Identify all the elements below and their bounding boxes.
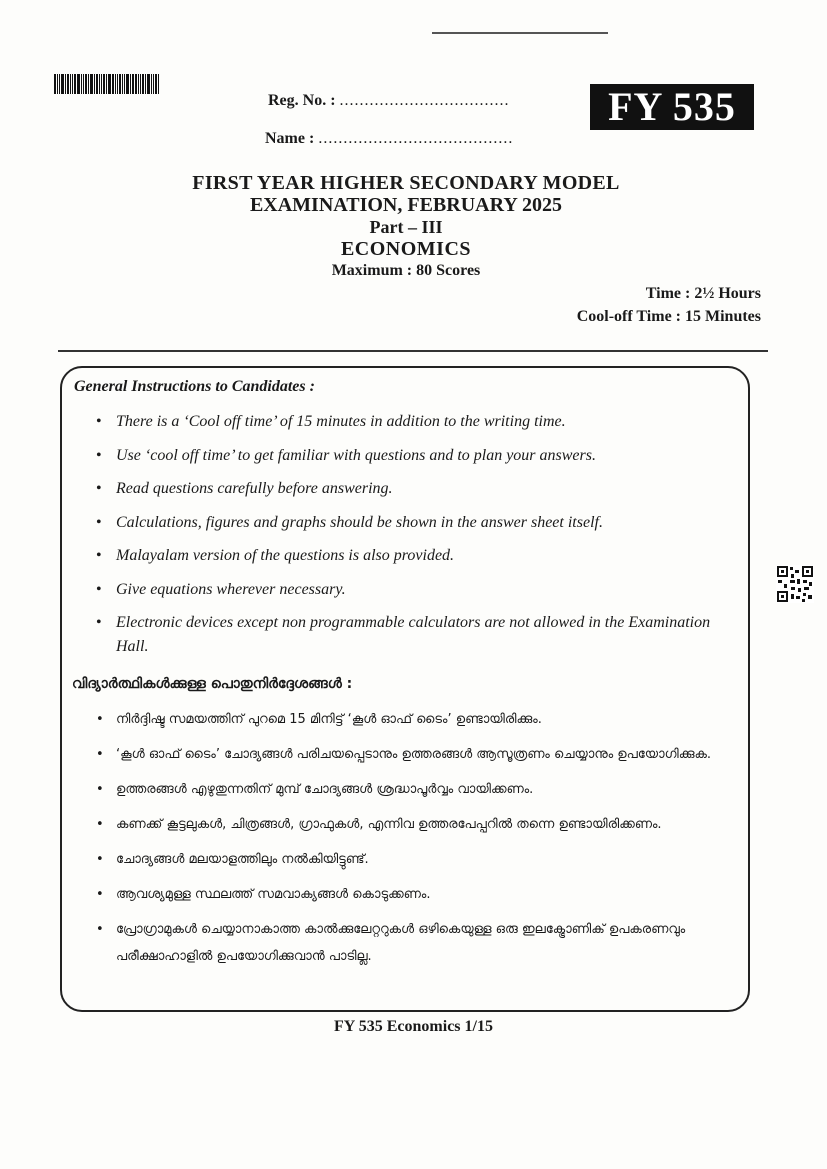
instruction-ml-item: • കണക്ക് കൂട്ടലുകൾ, ചിത്രങ്ങൾ, ഗ്രാഫുകൾ, എന്നിവ ഉത്തരപേപ്പറിൽ തന്നെ ഉണ്ടായിരിക്കണം. — [96, 811, 746, 838]
cool-off-label: Cool-off Time : 15 Minutes — [576, 308, 761, 325]
instruction-ml-item: • ഉത്തരങ്ങൾ എഴുതുന്നതിന് മുമ്പ് ചോദ്യങ്ങൾ ശ്രദ്ധാപൂർവ്വം വായിക്കണം. — [96, 776, 746, 803]
time-label: Time : 2½ Hours — [645, 285, 761, 302]
title-block — [100, 172, 712, 282]
instruction-en-item: • Read questions carefully before answering. — [96, 477, 736, 501]
qr-code-icon — [776, 565, 814, 603]
title-line2: EXAMINATION, FEBRUARY 2025 — [249, 194, 563, 216]
name-label: Name : — [265, 130, 315, 147]
subject-label: ECONOMICS — [340, 238, 472, 260]
paper-code-badge: FY 535 — [590, 84, 754, 130]
instruction-en-item: • Give equations wherever necessary. — [96, 578, 736, 602]
timing-block — [577, 282, 761, 328]
max-scores: Maximum : 80 Scores — [331, 262, 481, 279]
instructions-en-heading: General Instructions to Candidates : — [74, 378, 315, 395]
name-dots: ....................................... — [318, 130, 514, 147]
instruction-en-item: • Use ‘cool off time’ to get familiar with questions and to plan your answers. — [96, 444, 736, 468]
name-field — [265, 130, 513, 148]
instruction-ml-item: • നിർദ്ദിഷ്ട സമയത്തിന് പുറമെ 15 മിനിട്ട് ‘കൂൾ ഓഫ് ടൈം’ ഉണ്ടായിരിക്കും. — [96, 706, 746, 733]
instructions-en-list — [96, 410, 736, 669]
instruction-en-item: • There is a ‘Cool off time’ of 15 minutes in addition to the writing time. — [96, 410, 736, 434]
instruction-ml-item: • ചോദ്യങ്ങൾ മലയാളത്തിലും നൽകിയിട്ടുണ്ട്. — [96, 846, 746, 873]
reg-no-dots: .................................. — [339, 92, 510, 109]
page-footer: FY 535 Economics 1/15 — [334, 1018, 493, 1035]
instruction-en-item: • Calculations, figures and graphs should be shown in the answer sheet itself. — [96, 511, 736, 535]
instructions-ml-list — [96, 706, 746, 978]
instruction-ml-item: • പ്രോഗ്രാമുകൾ ചെയ്യാനാകാത്ത കാൽക്കുലേറ്ററുകൾ ഒഴികെയുള്ള ഒരു ഇലക്ട്രോണിക് ഉപകരണവും പരീക്ഷാഹാളിൽ ഉപയോഗിക്കുവാൻ പാടില്ല. — [96, 916, 746, 970]
instruction-en-item: • Malayalam version of the questions is also provided. — [96, 544, 736, 568]
reg-no-label: Reg. No. : — [268, 92, 336, 109]
header-divider — [58, 350, 768, 352]
reg-no-field — [268, 92, 510, 110]
barcode-image — [54, 74, 164, 94]
instructions-ml-heading: വിദ്യാർത്ഥികൾക്കുള്ള പൊതുനിർദ്ദേശങ്ങൾ : — [72, 676, 353, 692]
instruction-ml-item: • ‘കൂൾ ഓഫ് ടൈം’ ചോദ്യങ്ങൾ പരിചയപ്പെടാനും ഉത്തരങ്ങൾ ആസൂത്രണം ചെയ്യാനും ഉപയോഗിക്കുക. — [96, 741, 746, 768]
top-rule — [432, 32, 608, 34]
part-label: Part – III — [369, 217, 443, 237]
title-line1: FIRST YEAR HIGHER SECONDARY MODEL — [192, 172, 620, 194]
instruction-ml-item: • ആവശ്യമുള്ള സ്ഥലത്ത് സമവാക്യങ്ങൾ കൊടുക്കണം. — [96, 881, 746, 908]
instruction-en-item: • Electronic devices except non programmable calculators are not allowed in the Examination Hall. — [96, 611, 736, 659]
